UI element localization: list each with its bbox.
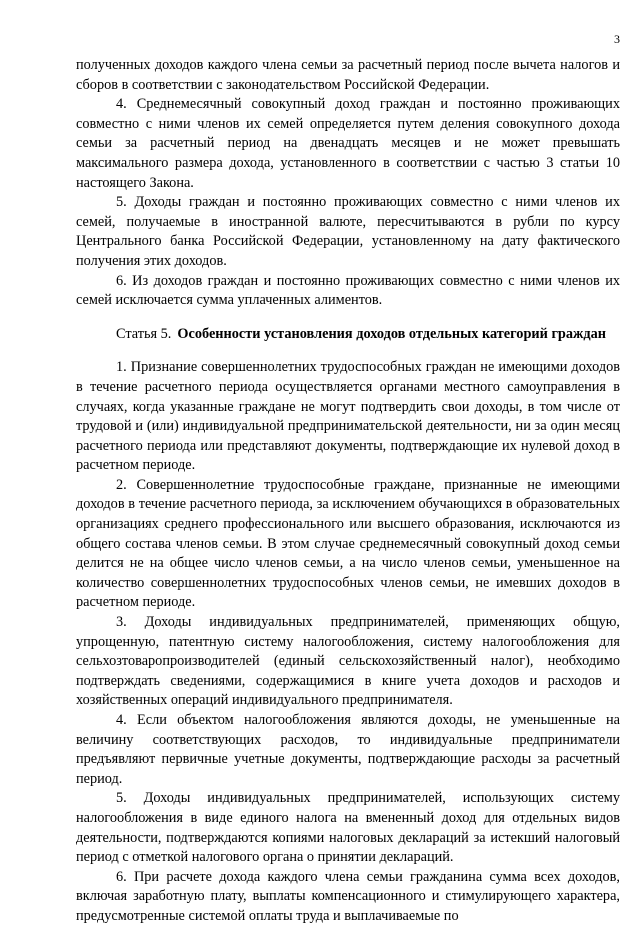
article-label: Статья 5. [116, 325, 172, 342]
paragraph-4-average-income: 4. Среднемесячный совокупный доход граждан и постоянно проживающих совместно с ними членов их семей определяется путем деления совокупного дохода семьи за расчетный период на двенадцать месяцев и не может превышать максимального размера дохода, установленного в соответствии с частью 3 статьи 10 настоящего Закона. [76, 96, 620, 191]
document-body [76, 56, 620, 927]
page-number: 3 [614, 32, 620, 46]
paragraph-continued: полученных доходов каждого члена семьи за расчетный период после вычета налогов и сборов в соответствии с законодательством Российской Федерации. [76, 57, 620, 93]
article-title: Особенности установления доходов отдельных категорий граждан [177, 325, 607, 342]
article-heading [116, 325, 620, 345]
article-paragraph-3: 3. Доходы индивидуальных предпринимателей, применяющих общую, упрощенную, патентную систему налогообложения, систему налогообложения для сельхозтоваропроизводителей (единый сельскохозяйственный налог), необходимо подтверждать сведениями, содержащимися в книге учета доходов и расходов и хозяйственных операций индивидуального предпринимателя. [76, 614, 620, 709]
article-paragraph-4: 4. Если объектом налогообложения являются доходы, не уменьшенные на величину соответствующих расходов, то индивидуальные предприниматели предъявляют первичные учетные документы, подтверждающие расходы за расчетный период. [76, 712, 620, 787]
article-paragraph-5: 5. Доходы индивидуальных предпринимателей, использующих систему налогообложения в виде единого налога на вмененный доход для отдельных видов деятельности, подтверждаются копиями налоговых деклараций за истекший налоговый период с отметкой налогового органа о принятии деклараций. [76, 790, 620, 866]
article-paragraph-1: 1. Признание совершеннолетних трудоспособных граждан не имеющими доходов в течение расчетного периода осуществляется органами местного самоуправления в случаях, когда указанные граждане не могут подтвердить свои доходы, в том числе от трудовой и (или) индивидуальной предпринимательской деятельности, ни за один месяц расчетного периода или представляют документы, подтверждающие их нулевой доход в расчетном периоде. [76, 359, 620, 474]
paragraph-5-foreign-currency: 5. Доходы граждан и постоянно проживающих совместно с ними членов их семей, получаемые в иностранной валюте, пересчитываются в рубли по курсу Центрального банка Российской Федерации, установленному на дату фактического получения этих доходов. [76, 194, 620, 269]
article-paragraph-6: 6. При расчете дохода каждого члена семьи гражданина сумма всех доходов, включая заработную плату, выплаты компенсационного и стимулирующего характера, предусмотренные системой оплаты труда и выплачиваемые по [76, 868, 620, 924]
article-paragraph-2: 2. Совершеннолетние трудоспособные граждане, признанные не имеющими доходов в течение расчетного периода, за исключением обучающихся в образовательных организациях среднего профессионального или высшего образования, исключаются из общего состава членов семьи. В этом случае среднемесячный совокупный доход семьи делится не на общее число членов семьи, а на число членов семьи, уменьшенное на количество совершеннолетних трудоспособных членов семьи, не имевших доходов в расчетном периоде. [76, 476, 620, 611]
paragraph-6-alimony: 6. Из доходов граждан и постоянно проживающих совместно с ними членов их семей исключается сумма уплаченных алиментов. [76, 272, 620, 309]
